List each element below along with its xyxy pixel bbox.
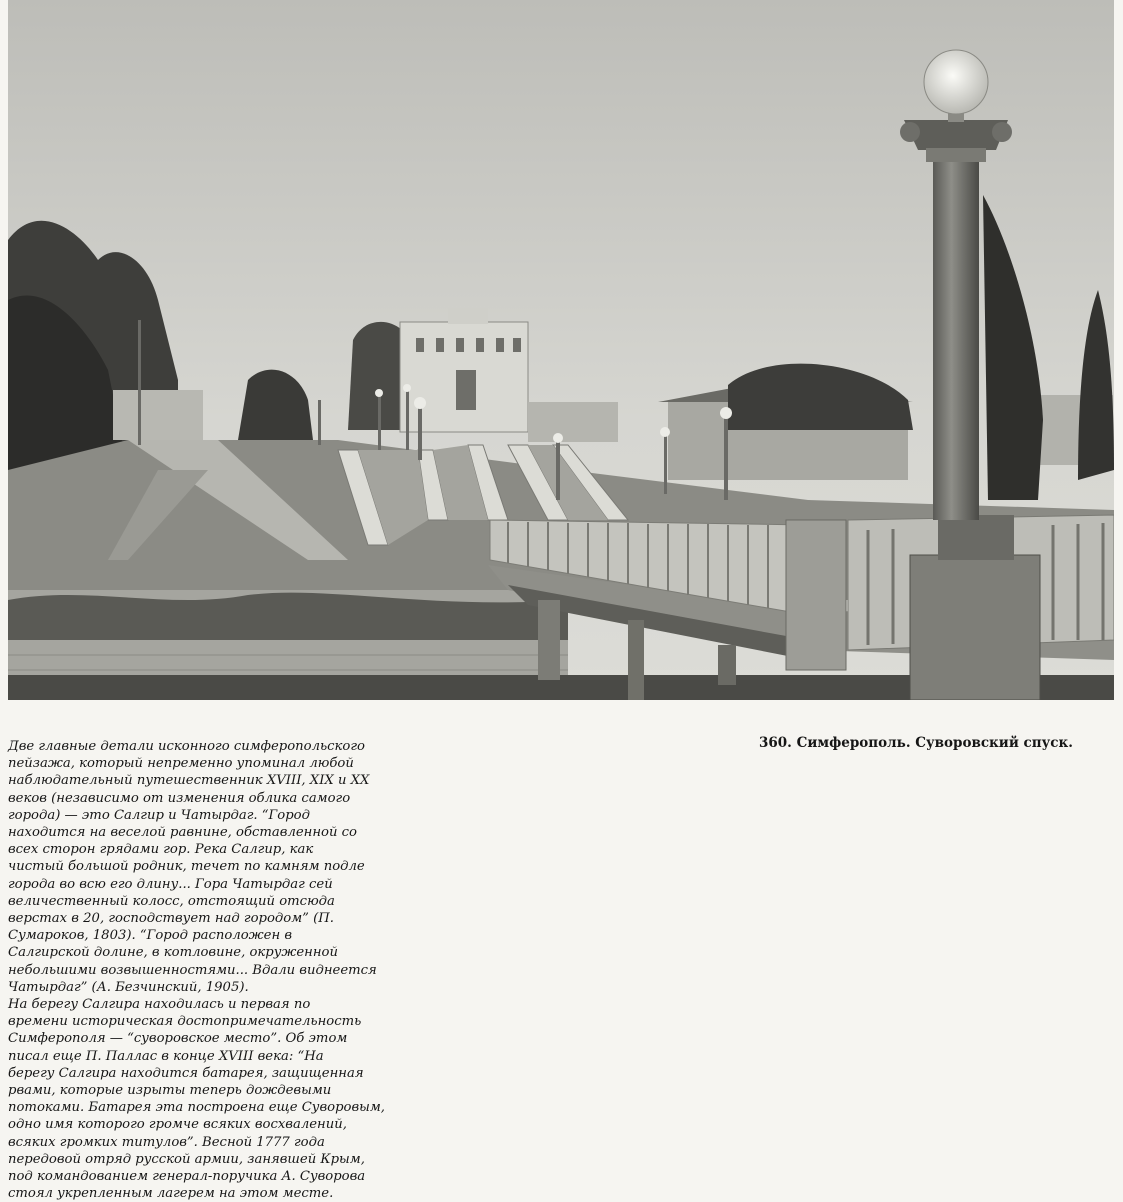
suvorov-descent-photo [8,0,1114,700]
photo-caption: 360. Симферополь. Суворовский спуск. [759,735,1073,751]
article-text: Две главные детали исконного симферопольского пейзажа, который непременно упоминал любой наблюдательный путешественник XVIII, XIX и XX веков (независимо от изменения облика самого города) — это Салгир и Чатырдаг. “Город находится на веселой равнине, обставленной со всех сторон грядами гор. Река Салгир, как чистый большой родник, течет по камням подле города во всю его длину... Гора Чатырдаг сей величественный колосс, отстоящий отсюда верстах в 20, господствует над городом” (П. Сумароков, 1803). “Город расположен в Салгирской долине, в котловине, окруженной небольшими возвышенностями... Вдали виднеется Чатырдаг” (А. Безчинский, 1905). На берегу Салгира находилась и первая по времени историческая достопримечательность Симферополя — “суворовское место”. Об этом писал еще П. Паллас в конце XVIII века: “На берегу Салгира находится батарея, защищенная рвами, которые изрыты теперь дождевыми потоками. Батарея эта построена еще Суворовым, одно имя которого громче всяких восхвалений, всяких громких титулов”. Весной 1777 года передовой отряд русской армии, занявшей Крым, под командованием генерал-поручика А. Суворова стоял укрепленным лагерем на этом месте. [8,739,385,1202]
